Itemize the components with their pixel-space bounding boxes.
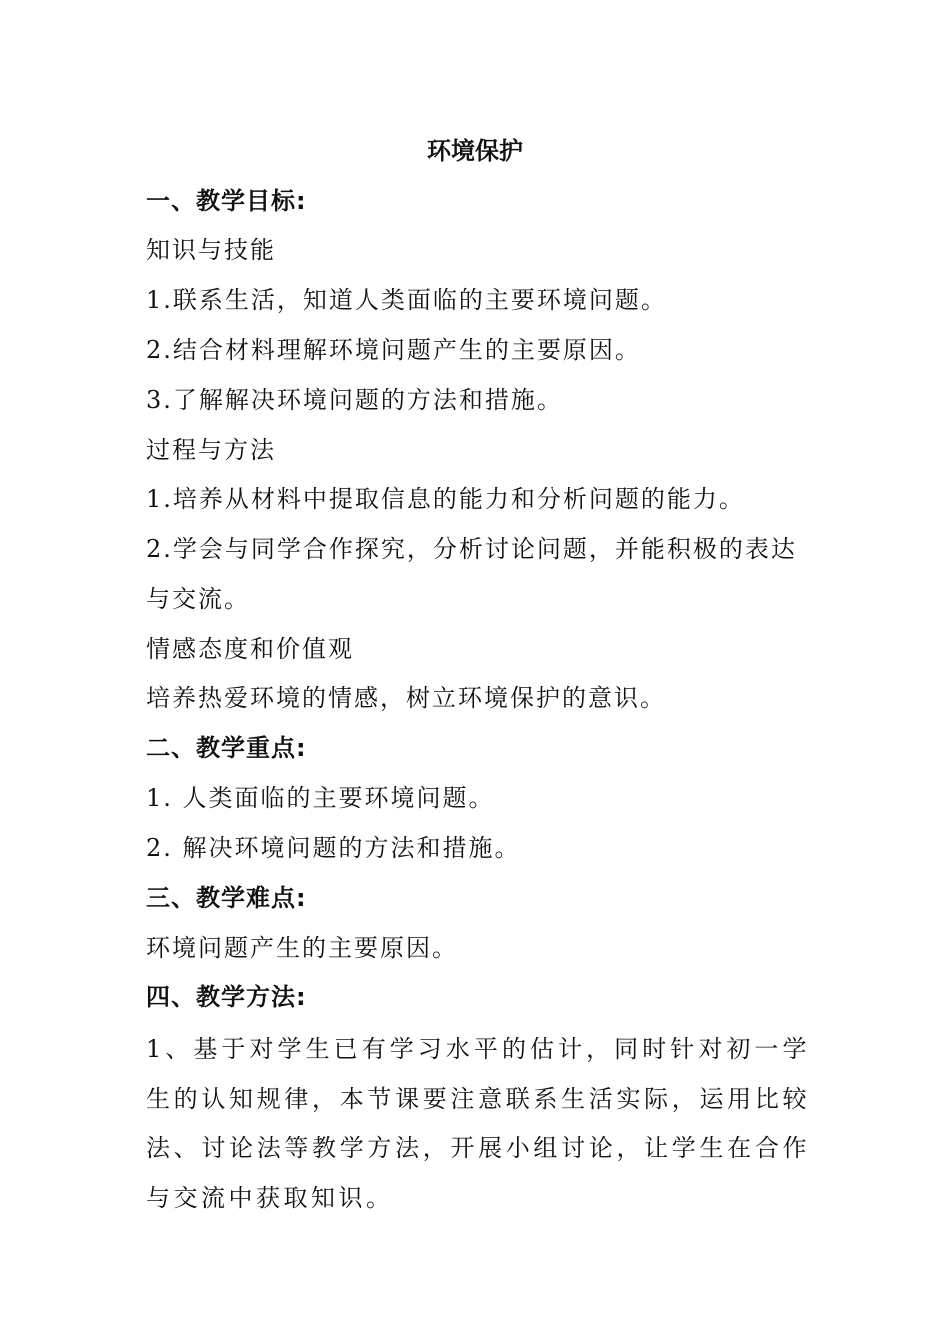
key-point-1: 1. 人类面临的主要环境问题。 xyxy=(146,784,495,812)
knowledge-item-3: 3.了解解决环境问题的方法和措施。 xyxy=(146,386,563,414)
knowledge-item-2: 2.结合材料理解环境问题产生的主要原因。 xyxy=(146,336,641,364)
document-title: 环境保护 xyxy=(427,137,523,165)
key-point-2: 2. 解决环境问题的方法和措施。 xyxy=(146,834,521,862)
subheading-emotion-values: 情感态度和价值观 xyxy=(146,635,354,663)
section-heading-objectives: 一、教学目标: xyxy=(146,187,307,215)
emotion-item-1: 培养热爱环境的情感，树立环境保护的意识。 xyxy=(146,684,666,712)
difficulty-item-1: 环境问题产生的主要原因。 xyxy=(146,934,458,962)
process-item-2-line-2: 与交流。 xyxy=(146,585,250,613)
section-heading-key-points: 二、教学重点: xyxy=(146,734,307,762)
subheading-process-methods: 过程与方法 xyxy=(146,436,276,464)
process-item-1: 1.培养从材料中提取信息的能力和分析问题的能力。 xyxy=(146,485,745,513)
method-paragraph-1: 1、基于对学生已有学习水平的估计，同时针对初一学生的认知规律，本节课要注意联系生活实际，运用比较法、讨论法等教学方法，开展小组讨论，让学生在合作与交流中获取知识。 xyxy=(146,1035,810,1212)
subheading-knowledge-skills: 知识与技能 xyxy=(146,236,276,264)
knowledge-item-1: 1.联系生活，知道人类面临的主要环境问题。 xyxy=(146,286,667,314)
process-item-2-line-1: 2.学会与同学合作探究，分析讨论问题，并能积极的表达 xyxy=(146,535,797,563)
section-heading-difficulties: 三、教学难点: xyxy=(146,884,307,912)
section-heading-methods: 四、教学方法: xyxy=(146,983,307,1011)
